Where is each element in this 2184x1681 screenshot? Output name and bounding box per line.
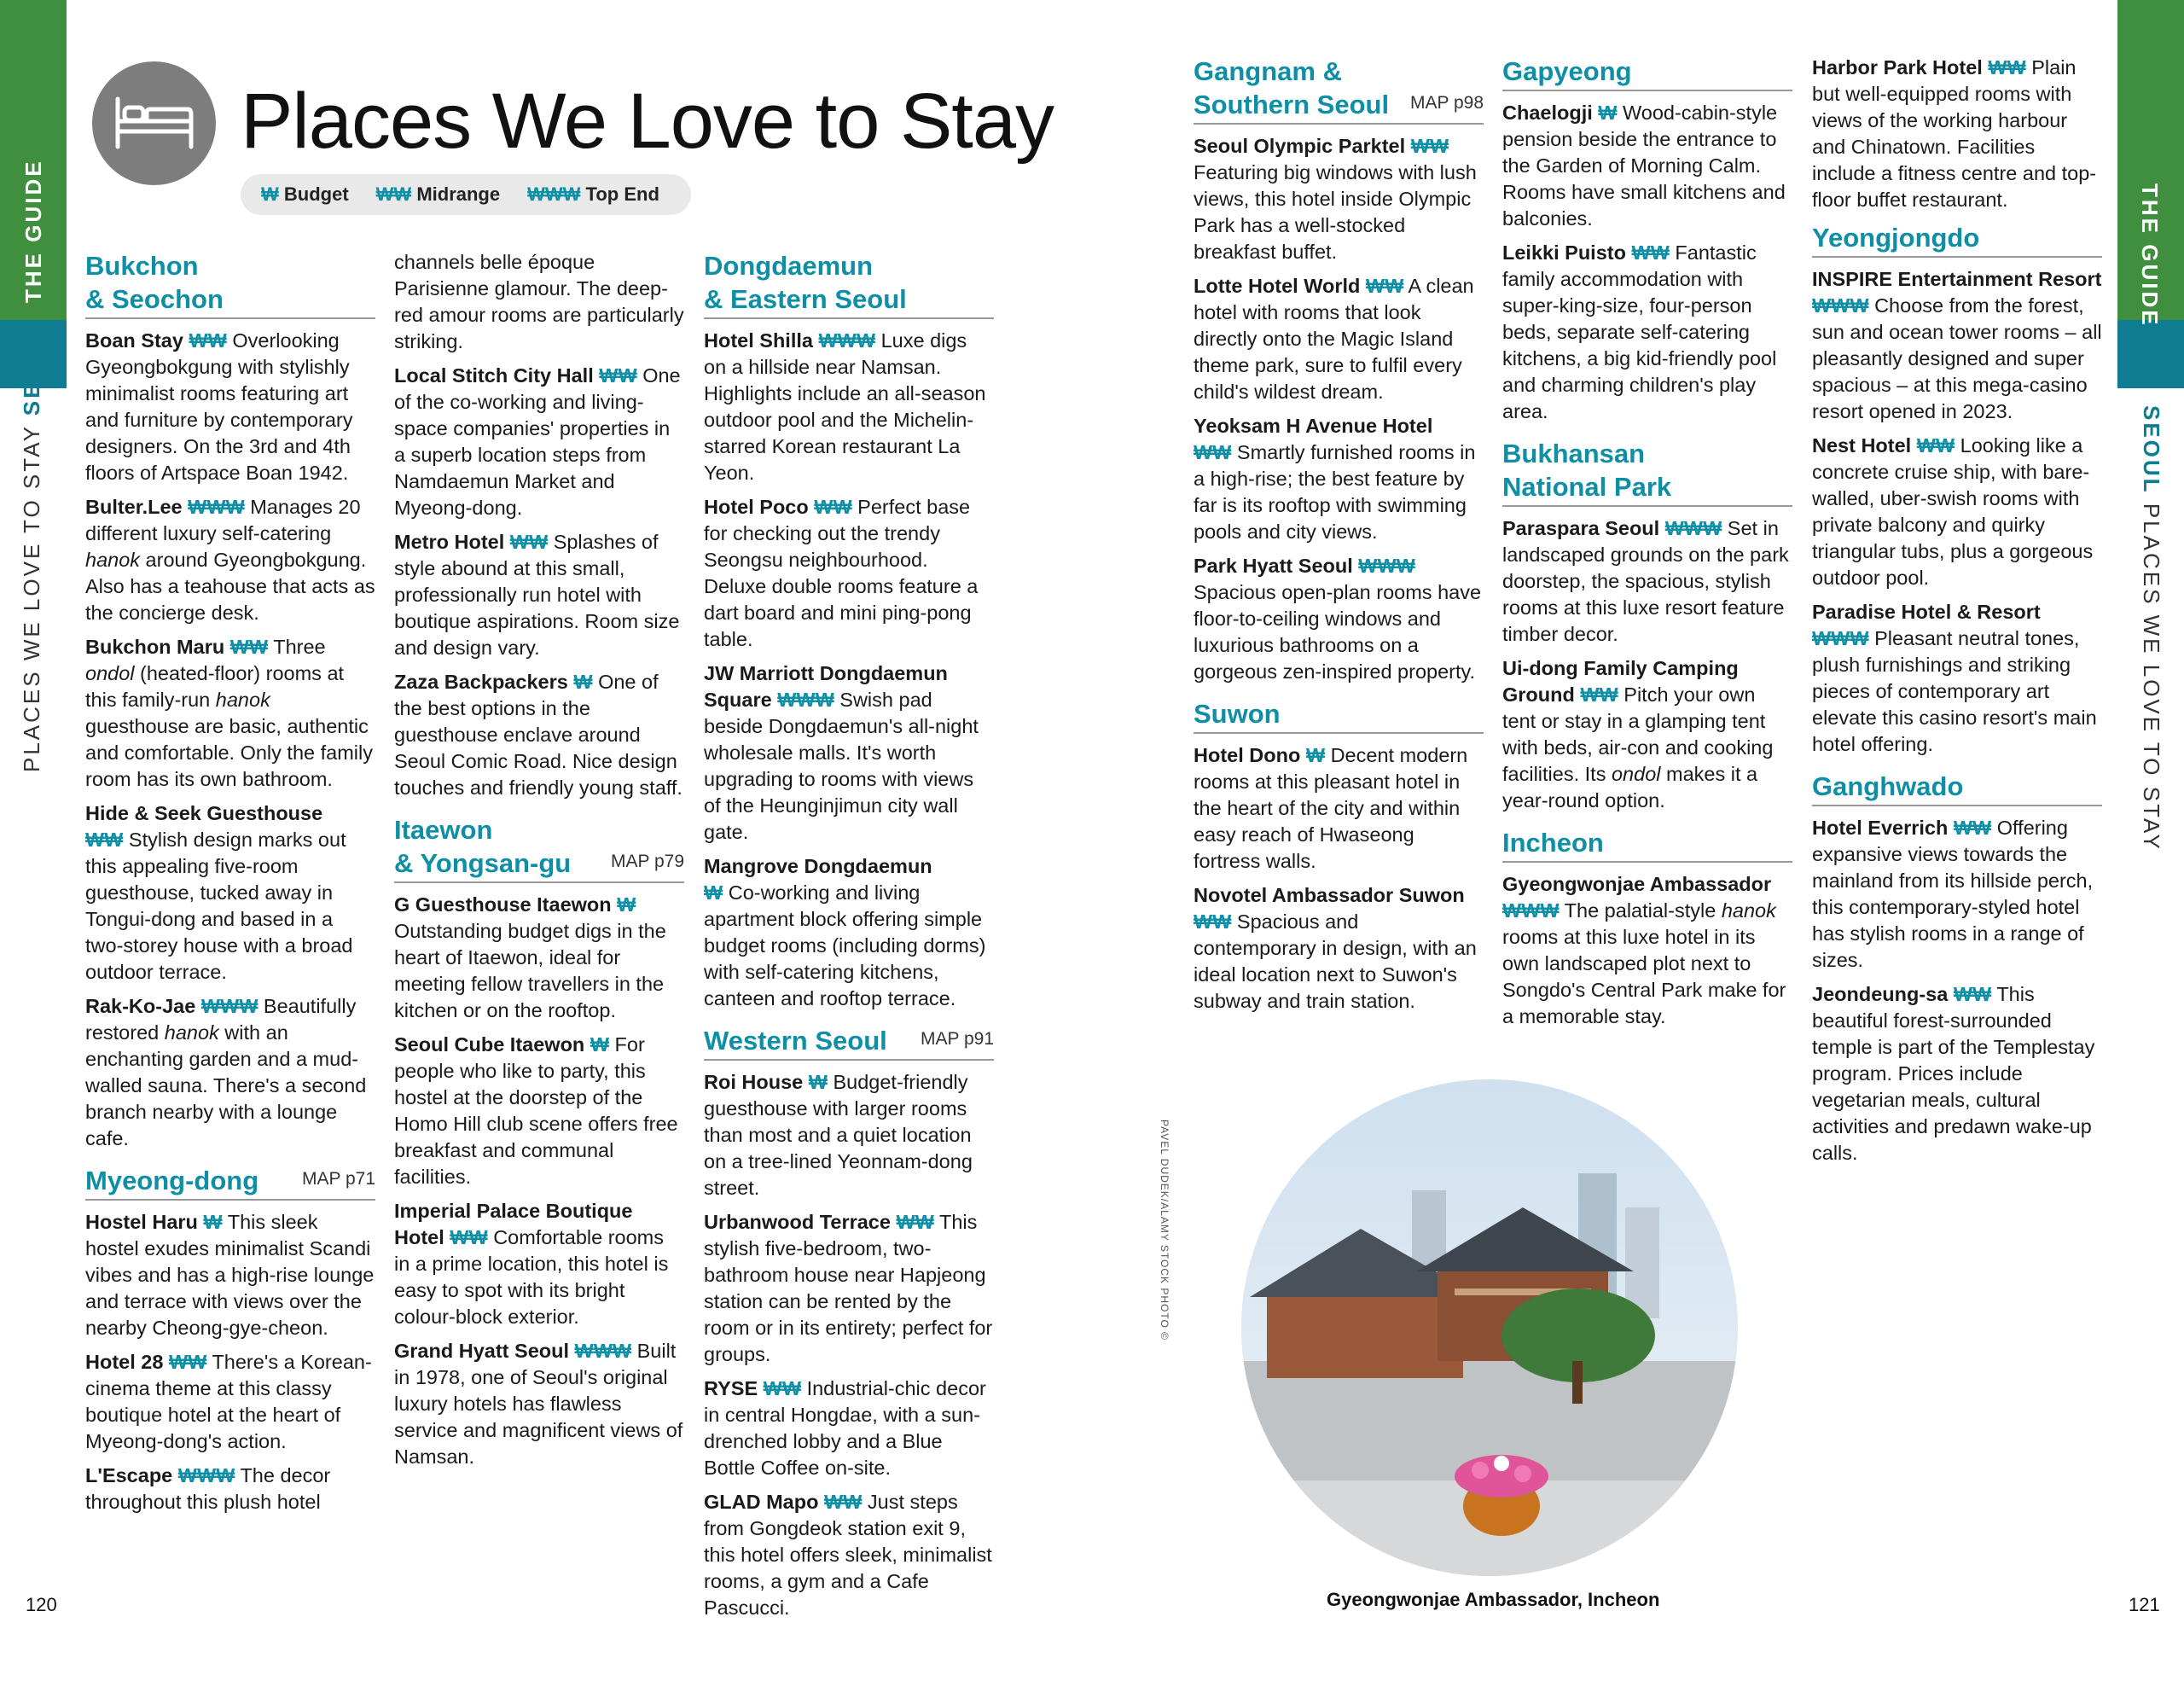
- side-label-guide-left: THE GUIDE: [20, 159, 46, 303]
- legend-midrange: ₩₩ Midrange: [375, 183, 501, 205]
- listing-hotel-28: Hotel 28 ₩₩ There's a Korean-cinema theme at this classy boutique hotel at the heart of Myeong-dong's action.: [85, 1351, 372, 1452]
- listing-glad-mapo: GLAD Mapo ₩₩ Just steps from Gongdeok station exit 9, this hotel offers sleek, minimalist rooms, a gym and a Cafe Pascucci.: [704, 1491, 992, 1619]
- column-2: [394, 249, 684, 1478]
- listing-hotel-dono: Hotel Dono ₩ Decent modern rooms at this pleasant hotel in the heart of the city and within easy reach of Hwaseong fortress walls.: [1194, 744, 1468, 872]
- listing-harbor-park: Harbor Park Hotel ₩₩ Plain but well-equipped rooms with views of the working harbour and Chinatown. Facilities include a fitness centre and top-floor buffet restaurant.: [1812, 56, 2097, 211]
- column-4: [1194, 55, 1484, 1022]
- page-title: Places We Love to Stay: [241, 78, 1054, 165]
- listing-boan-stay: Boan Stay ₩₩ Overlooking Gyeongbokgung with stylishly minimalist rooms featuring art and furniture by contemporary designers. On the 3rd and 4th floors of Artspace Boan 1942.: [85, 329, 353, 484]
- section-heading-bukhansan: Bukhansan National Park: [1502, 437, 1792, 507]
- section-heading-gapyeong: Gapyeong: [1502, 55, 1792, 91]
- listing-jw-marriott: JW Marriott Dongdaemun Square ₩₩₩ Swish pad beside Dongdaemun's all-night wholesale malls. It's worth upgrading to rooms with views of the Heunginjimun city wall gate.: [704, 662, 979, 843]
- listing-ryse: RYSE ₩₩ Industrial-chic decor in central Hongdae, with a sun-drenched lobby and a Blue Bottle Coffee on-site.: [704, 1377, 986, 1479]
- listing-hotel-shilla: Hotel Shilla ₩₩₩ Luxe digs on a hillside near Namsan. Highlights include an all-season outdoor pool and the Michelin-starred Korean restaurant La Yeon.: [704, 329, 986, 484]
- side-label-city: SEOUL: [19, 326, 44, 416]
- listing-paradise: Paradise Hotel & Resort ₩₩₩ Pleasant neutral tones, plush furnishings and striking pieces of contemporary art elevate this casino resort's main hotel offering.: [1812, 601, 2097, 755]
- section-heading-suwon: Suwon: [1194, 697, 1484, 734]
- section-heading-bukchon: Bukchon & Seochon: [85, 249, 375, 319]
- column-5: [1502, 55, 1792, 1038]
- listing-nest-hotel: Nest Hotel ₩₩ Looking like a concrete cruise ship, with bare-walled, uber-swish rooms with private balcony and quirky triangular tubs, plus a gorgeous outdoor pool.: [1812, 434, 2094, 589]
- listing-ui-dong: Ui-dong Family Camping Ground ₩₩ Pitch your own tent or stay in a glamping tent with beds, air-con and cooking facilities. Its ondol makes it a year-round option.: [1502, 657, 1774, 811]
- map-reference: MAP p79: [611, 852, 684, 871]
- bed-icon: [92, 61, 216, 185]
- listing-metro-hotel: Metro Hotel ₩₩ Splashes of style abound at this small, professionally run hotel with boutique aspirations. Room size and design vary.: [394, 531, 680, 659]
- hotel-photo: [1241, 1079, 1738, 1576]
- column-1: [85, 249, 375, 1523]
- column-3: [704, 249, 994, 1629]
- section-heading-incheon: Incheon: [1502, 826, 1792, 863]
- legend-budget: ₩ Budget: [261, 183, 349, 205]
- listing-hostel-haru: Hostel Haru ₩ This sleek hostel exudes minimalist Scandi vibes and has a high-rise lounge and terrace with views over the nearby Cheong-gye-cheon.: [85, 1211, 375, 1339]
- listing-mangrove: Mangrove Dongdaemun ₩ Co-working and living apartment block offering simple budget rooms (including dorms) with self-catering kitchens, canteen and rooftop terrace.: [704, 855, 986, 1009]
- listing-lescape-continued: channels belle époque Parisienne glamour. The deep-red amour rooms are particularly striking.: [394, 251, 684, 352]
- listing-local-stitch: Local Stitch City Hall ₩₩ One of the co-working and living-space companies' properties in a superb location steps from Namdaemun Market and Myeong-dong.: [394, 364, 681, 519]
- listing-grand-hyatt: Grand Hyatt Seoul ₩₩₩ Built in 1978, one of Seoul's original luxury hotels has flawless service and magnificent views of Namsan.: [394, 1340, 683, 1468]
- listing-urbanwood: Urbanwood Terrace ₩₩ This stylish five-bedroom, two-bathroom house near Hapjeong station can be rented by the room or in its entirety; perfect for groups.: [704, 1211, 993, 1365]
- photo-credit: PAVEL DUDEK/ALAMY STOCK PHOTO ©: [1159, 1120, 1170, 1341]
- listing-hide-seek: Hide & Seek Guesthouse ₩₩ Stylish design marks out this appealing five-room guesthouse, tucked away in Tongui-dong and based in a two-storey house with a broad outdoor terrace.: [85, 802, 353, 983]
- side-label-chapter: PLACES WE LOVE TO STAY: [19, 424, 44, 772]
- side-label-chapter: PLACES WE LOVE TO STAY: [2139, 503, 2164, 852]
- listing-roi-house: Roi House ₩ Budget-friendly guesthouse with larger rooms than most and a quiet location on a tree-lined Yeonnam-dong street.: [704, 1071, 973, 1199]
- listing-leikki-puisto: Leikki Puisto ₩₩ Fantastic family accommodation with super-king-size, four-person beds, separate self-catering kitchens, a big kid-friendly pool and charming children's play area.: [1502, 241, 1777, 422]
- side-label-city: SEOUL: [2139, 405, 2164, 495]
- listing-hotel-poco: Hotel Poco ₩₩ Perfect base for checking out the trendy Seongsu neighbourhood. Deluxe double rooms feature a dart board and mini ping-pong table.: [704, 496, 979, 650]
- listing-lescape: L'Escape ₩₩₩ The decor throughout this plush hotel: [85, 1464, 331, 1513]
- section-heading-dongdaemun: Dongdaemun & Eastern Seoul: [704, 249, 994, 319]
- section-heading-myeongdong: Myeong-dong MAP p71: [85, 1164, 375, 1201]
- listing-bukchon-maru: Bukchon Maru ₩₩ Three ondol (heated-floor) rooms at this family-run hanok guesthouse are basic, authentic and comfortable. Only the family room has its own bathroom.: [85, 636, 373, 790]
- section-heading-yeongjongdo: Yeongjongdo: [1812, 221, 2102, 258]
- listing-olympic-parktel: Seoul Olympic Parktel ₩₩ Featuring big windows with lush views, this hotel inside Olympic Park has a well-stocked breakfast buffet.: [1194, 135, 1477, 263]
- listing-g-guesthouse: G Guesthouse Itaewon ₩ Outstanding budget digs in the heart of Itaewon, ideal for meeting fellow travellers in the kitchen or on the rooftop.: [394, 893, 666, 1021]
- listing-inspire: INSPIRE Entertainment Resort ₩₩₩ Choose from the forest, sun and ocean tower rooms – all pleasantly designed and super spacious – at this mega-casino resort opened in 2023.: [1812, 268, 2102, 422]
- listing-yeoksam: Yeoksam H Avenue Hotel ₩₩ Smartly furnished rooms in a high-rise; the best feature by far is its rooftop with swimming pools and city views.: [1194, 415, 1476, 543]
- side-label-guide-right: THE GUIDE: [2137, 183, 2163, 328]
- section-heading-ganghwado: Ganghwado: [1812, 770, 2102, 806]
- column-6: [1812, 55, 2102, 1174]
- photo-caption: Gyeongwonjae Ambassador, Incheon: [1327, 1589, 1660, 1610]
- page-number-left: 120: [26, 1594, 57, 1615]
- legend-top-end: ₩₩₩ Top End: [527, 183, 659, 205]
- listing-imperial-palace: Imperial Palace Boutique Hotel ₩₩ Comfortable rooms in a prime location, this hotel is easy to spot with its bright colour-block exterior.: [394, 1200, 669, 1328]
- map-reference: MAP p98: [1410, 93, 1484, 113]
- map-reference: MAP p91: [921, 1029, 994, 1049]
- page-number-right: 121: [2129, 1594, 2160, 1615]
- listing-gyeongwonjae: Gyeongwonjae Ambassador ₩₩₩ The palatial-style hanok rooms at this luxe hotel in its own landscaped plot next to Songdo's Central Park make for a memorable stay.: [1502, 873, 1786, 1027]
- listing-park-hyatt: Park Hyatt Seoul ₩₩₩ Spacious open-plan rooms have floor-to-ceiling windows and luxurious bathrooms on a gorgeous zen-inspired property.: [1194, 555, 1482, 683]
- side-label-chapter-left: [19, 327, 45, 772]
- listing-chaelogji: Chaelogji ₩ Wood-cabin-style pension beside the entrance to the Garden of Morning Calm. Rooms have small kitchens and balconies.: [1502, 102, 1786, 230]
- listing-paraspara: Paraspara Seoul ₩₩₩ Set in landscaped grounds on the park doorstep, the spacious, stylish rooms at this luxe resort feature timber decor.: [1502, 517, 1789, 645]
- listing-rak-ko-jae: Rak-Ko-Jae ₩₩₩ Beautifully restored hanok with an enchanting garden and a mud-walled sauna. There's a second branch nearby with a lounge cafe.: [85, 995, 367, 1149]
- listing-lotte-hotel-world: Lotte Hotel World ₩₩ A clean hotel with rooms that look directly onto the Magic Island theme park, sure to fulfil every child's wildest dream.: [1194, 275, 1474, 403]
- listing-zaza: Zaza Backpackers ₩ One of the best options in the guesthouse enclave around Seoul Comic Road. Nice design touches and friendly young staff.: [394, 671, 682, 799]
- listing-seoul-cube: Seoul Cube Itaewon ₩ For people who like to party, this hostel at the doorstep of the Homo Hill club scene offers free breakfast and communal facilities.: [394, 1033, 678, 1188]
- side-tab-city-right: [2117, 320, 2184, 388]
- listing-bulter-lee: Bulter.Lee ₩₩₩ Manages 20 different luxury self-catering hanok around Gyeongbokgung. Also has a teahouse that acts as the concierge desk.: [85, 496, 375, 624]
- section-heading-gangnam: Gangnam & Southern Seoul MAP p98: [1194, 55, 1484, 125]
- section-heading-western-seoul: Western Seoul MAP p91: [704, 1024, 994, 1061]
- listing-hotel-everrich: Hotel Everrich ₩₩ Offering expansive views towards the mainland from its hillside perch, this contemporary-styled hotel has stylish rooms in a range of sizes.: [1812, 817, 2094, 971]
- listing-novotel: Novotel Ambassador Suwon ₩₩ Spacious and contemporary in design, with an ideal location next to Suwon's subway and train station.: [1194, 884, 1477, 1012]
- section-heading-itaewon: Itaewon & Yongsan-gu MAP p79: [394, 813, 684, 883]
- listing-jeondeung-sa: Jeondeung-sa ₩₩ This beautiful forest-surrounded temple is part of the Templestay program. Prices include vegetarian meals, cultural activities and predawn wake-up calls.: [1812, 983, 2095, 1164]
- price-legend: [241, 174, 691, 215]
- map-reference: MAP p71: [302, 1169, 375, 1189]
- side-label-chapter-right: [2138, 405, 2164, 852]
